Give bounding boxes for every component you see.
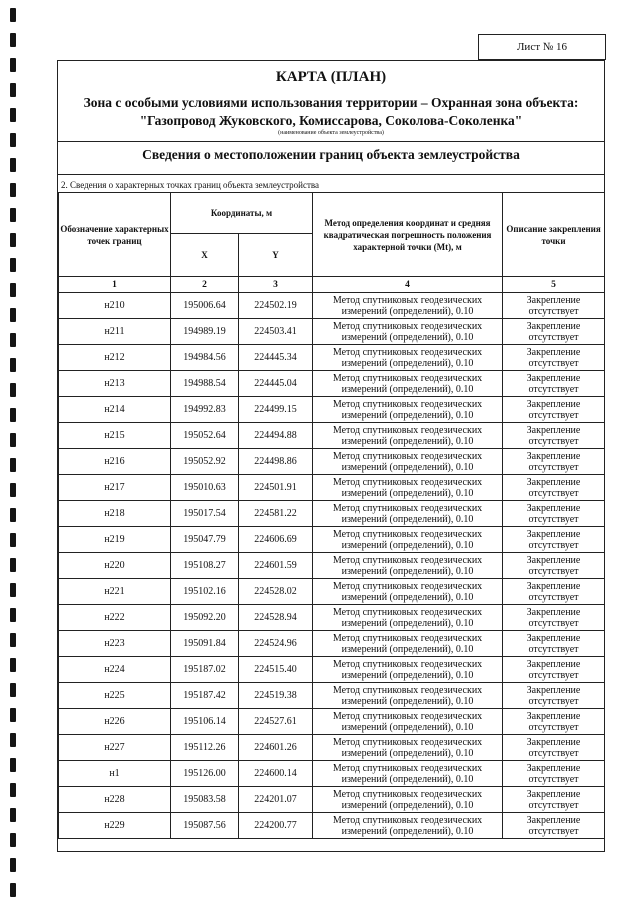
coord-x: 195106.14 bbox=[171, 709, 239, 735]
coord-y: 224606.69 bbox=[239, 527, 313, 553]
point-id: н211 bbox=[59, 319, 171, 345]
fixing-line: Закрепление bbox=[526, 736, 581, 748]
method-cell bbox=[313, 761, 503, 787]
table-row bbox=[59, 527, 605, 553]
coord-x: 195017.54 bbox=[171, 501, 239, 527]
fixing-line: Закрепление bbox=[526, 398, 581, 410]
header-fixing: Описание закрепления точки bbox=[503, 193, 605, 277]
point-id: н222 bbox=[59, 605, 171, 631]
method-line: измерений (определений), 0.10 bbox=[341, 513, 474, 525]
table-row bbox=[59, 683, 605, 709]
method-line: Метод спутниковых геодезических bbox=[332, 450, 483, 462]
binding-mark bbox=[10, 558, 16, 572]
coord-x: 195112.26 bbox=[171, 735, 239, 761]
method-line: измерений (определений), 0.10 bbox=[341, 461, 474, 473]
coord-x: 195102.16 bbox=[171, 579, 239, 605]
column-number: 3 bbox=[239, 277, 313, 293]
fixing-line: отсутствует bbox=[528, 721, 579, 733]
binding-mark bbox=[10, 483, 16, 497]
binding-mark bbox=[10, 883, 16, 897]
method-line: Метод спутниковых геодезических bbox=[332, 346, 483, 358]
fixing-cell bbox=[503, 449, 605, 475]
fixing-cell bbox=[503, 319, 605, 345]
column-number: 5 bbox=[503, 277, 605, 293]
binding-mark bbox=[10, 133, 16, 147]
header-y: Y bbox=[239, 234, 313, 277]
fixing-line: Закрепление bbox=[526, 476, 581, 488]
binding-mark bbox=[10, 733, 16, 747]
column-number: 4 bbox=[313, 277, 503, 293]
coord-y: 224600.14 bbox=[239, 761, 313, 787]
method-cell bbox=[313, 605, 503, 631]
table-row bbox=[59, 605, 605, 631]
fixing-cell bbox=[503, 605, 605, 631]
point-id: н1 bbox=[59, 761, 171, 787]
method-line: Метод спутниковых геодезических bbox=[332, 528, 483, 540]
binding-mark bbox=[10, 33, 16, 47]
method-line: измерений (определений), 0.10 bbox=[341, 487, 474, 499]
point-id: н216 bbox=[59, 449, 171, 475]
table-row bbox=[59, 423, 605, 449]
method-line: измерений (определений), 0.10 bbox=[341, 383, 474, 395]
fixing-line: отсутствует bbox=[528, 565, 579, 577]
method-line: Метод спутниковых геодезических bbox=[332, 320, 483, 332]
fixing-line: отсутствует bbox=[528, 669, 579, 681]
coord-x: 195108.27 bbox=[171, 553, 239, 579]
divider bbox=[58, 174, 604, 175]
table-row bbox=[59, 787, 605, 813]
method-line: измерений (определений), 0.10 bbox=[341, 591, 474, 603]
fixing-line: отсутствует bbox=[528, 747, 579, 759]
method-line: измерений (определений), 0.10 bbox=[341, 331, 474, 343]
fixing-line: отсутствует bbox=[528, 305, 579, 317]
fixing-cell bbox=[503, 345, 605, 371]
binding-mark bbox=[10, 8, 16, 22]
binding-mark bbox=[10, 858, 16, 872]
table-row bbox=[59, 631, 605, 657]
method-line: Метод спутниковых геодезических bbox=[332, 580, 483, 592]
method-cell bbox=[313, 449, 503, 475]
method-cell bbox=[313, 319, 503, 345]
coord-y: 224515.40 bbox=[239, 657, 313, 683]
binding-mark bbox=[10, 308, 16, 322]
binding-mark bbox=[10, 358, 16, 372]
fixing-line: отсутствует bbox=[528, 773, 579, 785]
coord-x: 195010.63 bbox=[171, 475, 239, 501]
point-id: н221 bbox=[59, 579, 171, 605]
coord-x: 195006.64 bbox=[171, 293, 239, 319]
method-line: Метод спутниковых геодезических bbox=[332, 398, 483, 410]
coord-x: 195126.00 bbox=[171, 761, 239, 787]
table-row bbox=[59, 553, 605, 579]
fixing-line: отсутствует bbox=[528, 409, 579, 421]
binding-mark bbox=[10, 83, 16, 97]
coord-y: 224499.15 bbox=[239, 397, 313, 423]
coord-y: 224445.04 bbox=[239, 371, 313, 397]
table-row bbox=[59, 709, 605, 735]
fixing-line: Закрепление bbox=[526, 580, 581, 592]
fixing-cell bbox=[503, 683, 605, 709]
binding-mark bbox=[10, 108, 16, 122]
coord-y: 224498.86 bbox=[239, 449, 313, 475]
point-id: н224 bbox=[59, 657, 171, 683]
subsection-title: 2. Сведения о характерных точках границ объекта землеустройства bbox=[61, 180, 320, 190]
fixing-line: Закрепление bbox=[526, 450, 581, 462]
method-line: измерений (определений), 0.10 bbox=[341, 435, 474, 447]
fixing-line: отсутствует bbox=[528, 513, 579, 525]
fixing-cell bbox=[503, 579, 605, 605]
column-number: 2 bbox=[171, 277, 239, 293]
fixing-line: отсутствует bbox=[528, 435, 579, 447]
fixing-cell bbox=[503, 371, 605, 397]
table-row bbox=[59, 813, 605, 839]
binding-mark bbox=[10, 808, 16, 822]
method-cell bbox=[313, 371, 503, 397]
method-line: измерений (определений), 0.10 bbox=[341, 305, 474, 317]
table-row bbox=[59, 735, 605, 761]
coord-x: 195052.92 bbox=[171, 449, 239, 475]
fixing-line: Закрепление bbox=[526, 684, 581, 696]
coord-x: 194989.19 bbox=[171, 319, 239, 345]
object-name-caption: (наименование объекта землеустройства) bbox=[278, 130, 384, 136]
divider bbox=[58, 141, 604, 142]
method-line: Метод спутниковых геодезических bbox=[332, 476, 483, 488]
method-line: Метод спутниковых геодезических bbox=[332, 736, 483, 748]
fixing-line: Закрепление bbox=[526, 320, 581, 332]
method-line: Метод спутниковых геодезических bbox=[332, 294, 483, 306]
method-line: измерений (определений), 0.10 bbox=[341, 617, 474, 629]
table-row bbox=[59, 579, 605, 605]
fixing-cell bbox=[503, 787, 605, 813]
table-row bbox=[59, 449, 605, 475]
method-line: Метод спутниковых геодезических bbox=[332, 632, 483, 644]
fixing-line: Закрепление bbox=[526, 372, 581, 384]
fixing-line: отсутствует bbox=[528, 539, 579, 551]
fixing-line: Закрепление bbox=[526, 788, 581, 800]
point-id: н229 bbox=[59, 813, 171, 839]
column-number: 1 bbox=[59, 277, 171, 293]
fixing-cell bbox=[503, 397, 605, 423]
coord-x: 194988.54 bbox=[171, 371, 239, 397]
point-id: н217 bbox=[59, 475, 171, 501]
method-line: Метод спутниковых геодезических bbox=[332, 658, 483, 670]
fixing-line: Закрепление bbox=[526, 632, 581, 644]
fixing-cell bbox=[503, 657, 605, 683]
table-row bbox=[59, 657, 605, 683]
binding-mark bbox=[10, 258, 16, 272]
method-line: измерений (определений), 0.10 bbox=[341, 825, 474, 837]
table-row bbox=[59, 397, 605, 423]
coord-x: 195047.79 bbox=[171, 527, 239, 553]
binding-mark bbox=[10, 783, 16, 797]
fixing-cell bbox=[503, 293, 605, 319]
coord-x: 195083.58 bbox=[171, 787, 239, 813]
fixing-line: отсутствует bbox=[528, 643, 579, 655]
point-id: н225 bbox=[59, 683, 171, 709]
method-line: измерений (определений), 0.10 bbox=[341, 695, 474, 707]
binding-mark bbox=[10, 183, 16, 197]
binding-mark bbox=[10, 583, 16, 597]
binding-mark bbox=[10, 158, 16, 172]
coord-x: 195092.20 bbox=[171, 605, 239, 631]
binding-mark bbox=[10, 508, 16, 522]
method-cell bbox=[313, 293, 503, 319]
method-line: Метод спутниковых геодезических bbox=[332, 502, 483, 514]
header-point: Обозначение характерных точек границ bbox=[59, 193, 171, 277]
coord-y: 224445.34 bbox=[239, 345, 313, 371]
point-id: н210 bbox=[59, 293, 171, 319]
coord-y: 224519.38 bbox=[239, 683, 313, 709]
fixing-line: Закрепление bbox=[526, 658, 581, 670]
coord-y: 224601.59 bbox=[239, 553, 313, 579]
fixing-line: Закрепление bbox=[526, 554, 581, 566]
point-id: н223 bbox=[59, 631, 171, 657]
coord-x: 195091.84 bbox=[171, 631, 239, 657]
coord-y: 224200.77 bbox=[239, 813, 313, 839]
fixing-line: отсутствует bbox=[528, 799, 579, 811]
fixing-cell bbox=[503, 501, 605, 527]
fixing-line: Закрепление bbox=[526, 606, 581, 618]
fixing-cell bbox=[503, 709, 605, 735]
method-cell bbox=[313, 579, 503, 605]
table-row bbox=[59, 501, 605, 527]
method-line: измерений (определений), 0.10 bbox=[341, 409, 474, 421]
coord-y: 224503.41 bbox=[239, 319, 313, 345]
method-line: измерений (определений), 0.10 bbox=[341, 799, 474, 811]
coord-x: 195187.02 bbox=[171, 657, 239, 683]
fixing-line: Закрепление bbox=[526, 346, 581, 358]
fixing-cell bbox=[503, 475, 605, 501]
fixing-cell bbox=[503, 423, 605, 449]
binding-mark bbox=[10, 208, 16, 222]
fixing-line: отсутствует bbox=[528, 617, 579, 629]
binding-mark bbox=[10, 233, 16, 247]
section-title: Сведения о местоположении границ объекта землеустройства bbox=[142, 147, 520, 162]
method-line: измерений (определений), 0.10 bbox=[341, 721, 474, 733]
method-cell bbox=[313, 735, 503, 761]
fixing-cell bbox=[503, 761, 605, 787]
binding-mark bbox=[10, 758, 16, 772]
method-line: измерений (определений), 0.10 bbox=[341, 539, 474, 551]
point-id: н220 bbox=[59, 553, 171, 579]
method-line: измерений (определений), 0.10 bbox=[341, 747, 474, 759]
binding-mark bbox=[10, 408, 16, 422]
coord-y: 224502.19 bbox=[239, 293, 313, 319]
fixing-cell bbox=[503, 631, 605, 657]
point-id: н218 bbox=[59, 501, 171, 527]
binding-mark bbox=[10, 533, 16, 547]
binding-mark bbox=[10, 333, 16, 347]
binding-mark bbox=[10, 383, 16, 397]
fixing-cell bbox=[503, 553, 605, 579]
binding-mark bbox=[10, 283, 16, 297]
title-block bbox=[58, 61, 604, 139]
fixing-line: Закрепление bbox=[526, 424, 581, 436]
coord-y: 224494.88 bbox=[239, 423, 313, 449]
method-line: измерений (определений), 0.10 bbox=[341, 773, 474, 785]
document-frame bbox=[57, 60, 605, 852]
method-cell bbox=[313, 683, 503, 709]
zone-description: Зона с особыми условиями использования территории – Охранная зона объекта: bbox=[83, 95, 579, 110]
map-title: КАРТА (ПЛАН) bbox=[275, 69, 387, 85]
fixing-line: отсутствует bbox=[528, 357, 579, 369]
binding-mark bbox=[10, 433, 16, 447]
method-line: Метод спутниковых геодезических bbox=[332, 762, 483, 774]
method-cell bbox=[313, 345, 503, 371]
method-cell bbox=[313, 657, 503, 683]
fixing-line: отсутствует bbox=[528, 331, 579, 343]
binding-mark bbox=[10, 658, 16, 672]
method-line: Метод спутниковых геодезических bbox=[332, 554, 483, 566]
method-cell bbox=[313, 787, 503, 813]
fixing-line: отсутствует bbox=[528, 591, 579, 603]
coord-y: 224201.07 bbox=[239, 787, 313, 813]
fixing-cell bbox=[503, 813, 605, 839]
coord-y: 224601.26 bbox=[239, 735, 313, 761]
method-cell bbox=[313, 423, 503, 449]
fixing-line: отсутствует bbox=[528, 487, 579, 499]
binding-mark bbox=[10, 58, 16, 72]
coord-x: 194984.56 bbox=[171, 345, 239, 371]
method-cell bbox=[313, 631, 503, 657]
fixing-line: отсутствует bbox=[528, 825, 579, 837]
coord-y: 224528.02 bbox=[239, 579, 313, 605]
fixing-line: Закрепление bbox=[526, 502, 581, 514]
point-id: н226 bbox=[59, 709, 171, 735]
fixing-line: Закрепление bbox=[526, 814, 581, 826]
point-id: н213 bbox=[59, 371, 171, 397]
method-line: Метод спутниковых геодезических bbox=[332, 424, 483, 436]
method-line: измерений (определений), 0.10 bbox=[341, 357, 474, 369]
point-id: н214 bbox=[59, 397, 171, 423]
method-line: Метод спутниковых геодезических bbox=[332, 684, 483, 696]
object-name: "Газопровод Жуковского, Комиссарова, Соколова-Соколенка" bbox=[139, 113, 523, 128]
fixing-line: отсутствует bbox=[528, 695, 579, 707]
coord-x: 195187.42 bbox=[171, 683, 239, 709]
sheet-number: Лист № 16 bbox=[478, 34, 606, 60]
method-line: Метод спутниковых геодезических bbox=[332, 372, 483, 384]
header-method: Метод определения координат и средняя квадратическая погрешность положения характерной точки (Mt), м bbox=[313, 193, 503, 277]
coord-y: 224581.22 bbox=[239, 501, 313, 527]
binding-mark bbox=[10, 633, 16, 647]
method-cell bbox=[313, 553, 503, 579]
fixing-line: Закрепление bbox=[526, 762, 581, 774]
table-row bbox=[59, 761, 605, 787]
fixing-line: Закрепление bbox=[526, 294, 581, 306]
method-cell bbox=[313, 397, 503, 423]
point-id: н228 bbox=[59, 787, 171, 813]
coord-x: 195087.56 bbox=[171, 813, 239, 839]
binding-mark bbox=[10, 458, 16, 472]
method-cell bbox=[313, 709, 503, 735]
method-line: Метод спутниковых геодезических bbox=[332, 710, 483, 722]
method-line: Метод спутниковых геодезических bbox=[332, 606, 483, 618]
binding-mark bbox=[10, 608, 16, 622]
point-id: н215 bbox=[59, 423, 171, 449]
points-table bbox=[58, 192, 605, 839]
coord-y: 224528.94 bbox=[239, 605, 313, 631]
method-line: измерений (определений), 0.10 bbox=[341, 643, 474, 655]
coord-y: 224524.96 bbox=[239, 631, 313, 657]
method-cell bbox=[313, 501, 503, 527]
coord-x: 195052.64 bbox=[171, 423, 239, 449]
coord-y: 224501.91 bbox=[239, 475, 313, 501]
header-coordinates: Координаты, м bbox=[171, 193, 313, 234]
fixing-line: Закрепление bbox=[526, 528, 581, 540]
fixing-line: отсутствует bbox=[528, 461, 579, 473]
fixing-line: Закрепление bbox=[526, 710, 581, 722]
table-row bbox=[59, 475, 605, 501]
fixing-line: отсутствует bbox=[528, 383, 579, 395]
point-id: н227 bbox=[59, 735, 171, 761]
table-row bbox=[59, 345, 605, 371]
table-row bbox=[59, 371, 605, 397]
method-cell bbox=[313, 475, 503, 501]
fixing-cell bbox=[503, 735, 605, 761]
method-cell bbox=[313, 813, 503, 839]
binding-mark bbox=[10, 708, 16, 722]
coord-x: 194992.83 bbox=[171, 397, 239, 423]
table-row bbox=[59, 319, 605, 345]
method-line: измерений (определений), 0.10 bbox=[341, 669, 474, 681]
method-line: Метод спутниковых геодезических bbox=[332, 814, 483, 826]
method-line: измерений (определений), 0.10 bbox=[341, 565, 474, 577]
binding-punch-marks bbox=[0, 0, 30, 905]
fixing-cell bbox=[503, 527, 605, 553]
method-line: Метод спутниковых геодезических bbox=[332, 788, 483, 800]
point-id: н212 bbox=[59, 345, 171, 371]
binding-mark bbox=[10, 683, 16, 697]
point-id: н219 bbox=[59, 527, 171, 553]
header-x: X bbox=[171, 234, 239, 277]
binding-mark bbox=[10, 833, 16, 847]
coord-y: 224527.61 bbox=[239, 709, 313, 735]
method-cell bbox=[313, 527, 503, 553]
table-row bbox=[59, 293, 605, 319]
